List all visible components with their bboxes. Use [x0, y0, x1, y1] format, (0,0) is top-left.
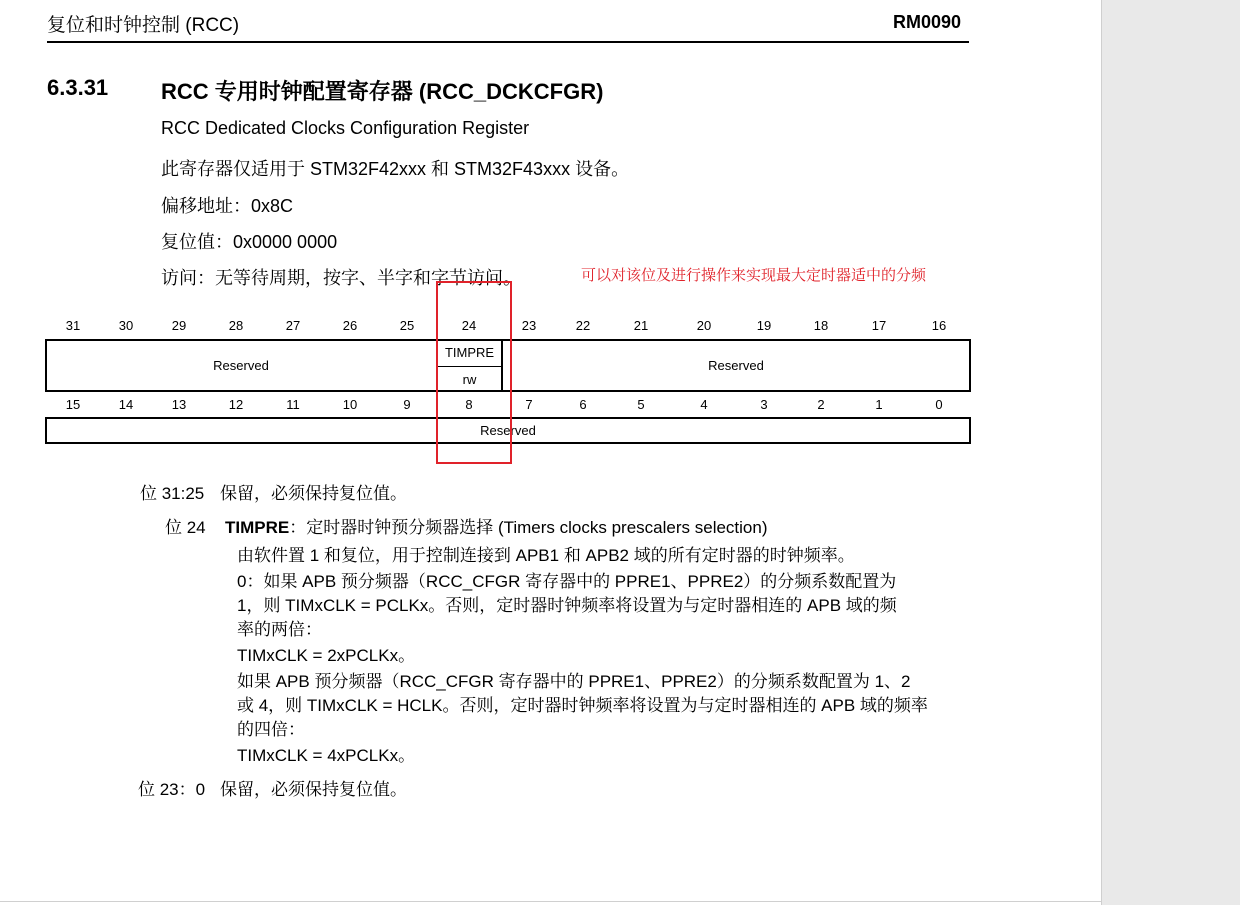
- bit-number-0: 0: [935, 397, 943, 412]
- bit-24-field-name: TIMPRE: [225, 518, 290, 537]
- offset-text: 偏移地址：0x8C: [161, 196, 294, 216]
- reserved-field-31-25: Reserved: [213, 358, 269, 373]
- reset-value-text: 复位值：0x0000 0000: [161, 232, 338, 252]
- reserved-field-15-0: Reserved: [480, 423, 536, 438]
- bit-number-12: 12: [228, 397, 244, 412]
- bit-24-desc-line: 率的两倍：: [237, 620, 322, 639]
- bit-number-4: 4: [700, 397, 708, 412]
- running-header-doc-id: RM0090: [893, 12, 962, 32]
- timpre-access-type: rw: [462, 372, 477, 387]
- bit-number-6: 6: [579, 397, 587, 412]
- bit-24-formula-2x: TIMxCLK = 2xPCLKx。: [237, 646, 416, 665]
- bit-number-9: 9: [403, 397, 411, 412]
- section-number: 6.3.31: [47, 75, 109, 100]
- bit-24-desc-line: 或 4，则 TIMxCLK = HCLK。否则，定时器时钟频率将设置为与定时器相连的 APB 域的频率: [237, 696, 928, 715]
- bit-24-desc-line: 的四倍：: [237, 720, 305, 739]
- bit-number-24: 24: [461, 318, 477, 333]
- bit-number-7: 7: [525, 397, 533, 412]
- bit-number-23: 23: [521, 318, 537, 333]
- bit-number-16: 16: [931, 318, 947, 333]
- bit-number-1: 1: [875, 397, 883, 412]
- bit-number-21: 21: [633, 318, 649, 333]
- viewer-side-panel: [1101, 0, 1240, 905]
- bit-24-field-title: ：定时器时钟预分频器选择 (Timers clocks prescalers selection): [289, 518, 768, 537]
- bit-number-15: 15: [65, 397, 81, 412]
- bits-31-25-label: 位 31:25: [140, 484, 205, 503]
- bit-24-desc-line: 由软件置 1 和复位，用于控制连接到 APB1 和 APB2 域的所有定时器的时钟频率。: [237, 546, 855, 565]
- highlight-box-timpre: [436, 281, 512, 464]
- section-title: RCC 专用时钟配置寄存器 (RCC_DCKCFGR): [161, 79, 604, 104]
- bit-24-desc-line: 0：如果 APB 预分频器（RCC_CFGR 寄存器中的 PPRE1、PPRE2）的分频系数配置为: [237, 572, 897, 591]
- bits-31-25-desc: 保留，必须保持复位值。: [220, 484, 407, 503]
- bit-number-20: 20: [696, 318, 712, 333]
- bit-number-2: 2: [817, 397, 825, 412]
- reserved-field-23-16: Reserved: [708, 358, 764, 373]
- handwritten-annotation-note: 可以对该位及进行操作来实现最大定时器适中的分频: [581, 267, 927, 284]
- bit-number-11: 11: [286, 397, 300, 412]
- bit-number-28: 28: [228, 318, 244, 333]
- access-text: 访问：无等待周期，按字、半字和字节访问。: [161, 268, 521, 288]
- bit-number-3: 3: [760, 397, 768, 412]
- bit-number-14: 14: [118, 397, 134, 412]
- timpre-field-name: TIMPRE: [444, 345, 495, 360]
- bit-number-31: 31: [65, 318, 81, 333]
- running-header-section: 复位和时钟控制 (RCC): [47, 15, 240, 36]
- bits-23-0-label: 位 23：0: [138, 780, 206, 799]
- section-subtitle: RCC Dedicated Clocks Configuration Register: [161, 118, 530, 138]
- bit-number-30: 30: [118, 318, 134, 333]
- bit-number-13: 13: [171, 397, 187, 412]
- bit-24-formula-4x: TIMxCLK = 4xPCLKx。: [237, 746, 416, 765]
- page-bottom-border: [0, 901, 1101, 902]
- applicability-text: 此寄存器仅适用于 STM32F42xxx 和 STM32F43xxx 设备。: [161, 159, 630, 179]
- bits-23-0-desc: 保留，必须保持复位值。: [220, 780, 407, 799]
- bit-24-label: 位 24: [165, 518, 206, 537]
- bit-number-5: 5: [637, 397, 645, 412]
- bit-number-17: 17: [871, 318, 887, 333]
- bit-number-10: 10: [342, 397, 358, 412]
- bit-number-29: 29: [171, 318, 187, 333]
- bit-24-desc-line: 如果 APB 预分频器（RCC_CFGR 寄存器中的 PPRE1、PPRE2）的分频系数配置为 1、2: [237, 672, 911, 691]
- bit-number-26: 26: [342, 318, 358, 333]
- bit-number-25: 25: [399, 318, 415, 333]
- bit-24-desc-line: 1，则 TIMxCLK = PCLKx。否则，定时器时钟频率将设置为与定时器相连的 APB 域的频: [237, 596, 897, 615]
- bit-number-18: 18: [813, 318, 829, 333]
- bit-number-19: 19: [756, 318, 772, 333]
- bit-number-8: 8: [465, 397, 473, 412]
- header-rule: [47, 41, 969, 43]
- bit-24-heading: [225, 513, 768, 538]
- bit-number-22: 22: [575, 318, 591, 333]
- bit-number-27: 27: [285, 318, 301, 333]
